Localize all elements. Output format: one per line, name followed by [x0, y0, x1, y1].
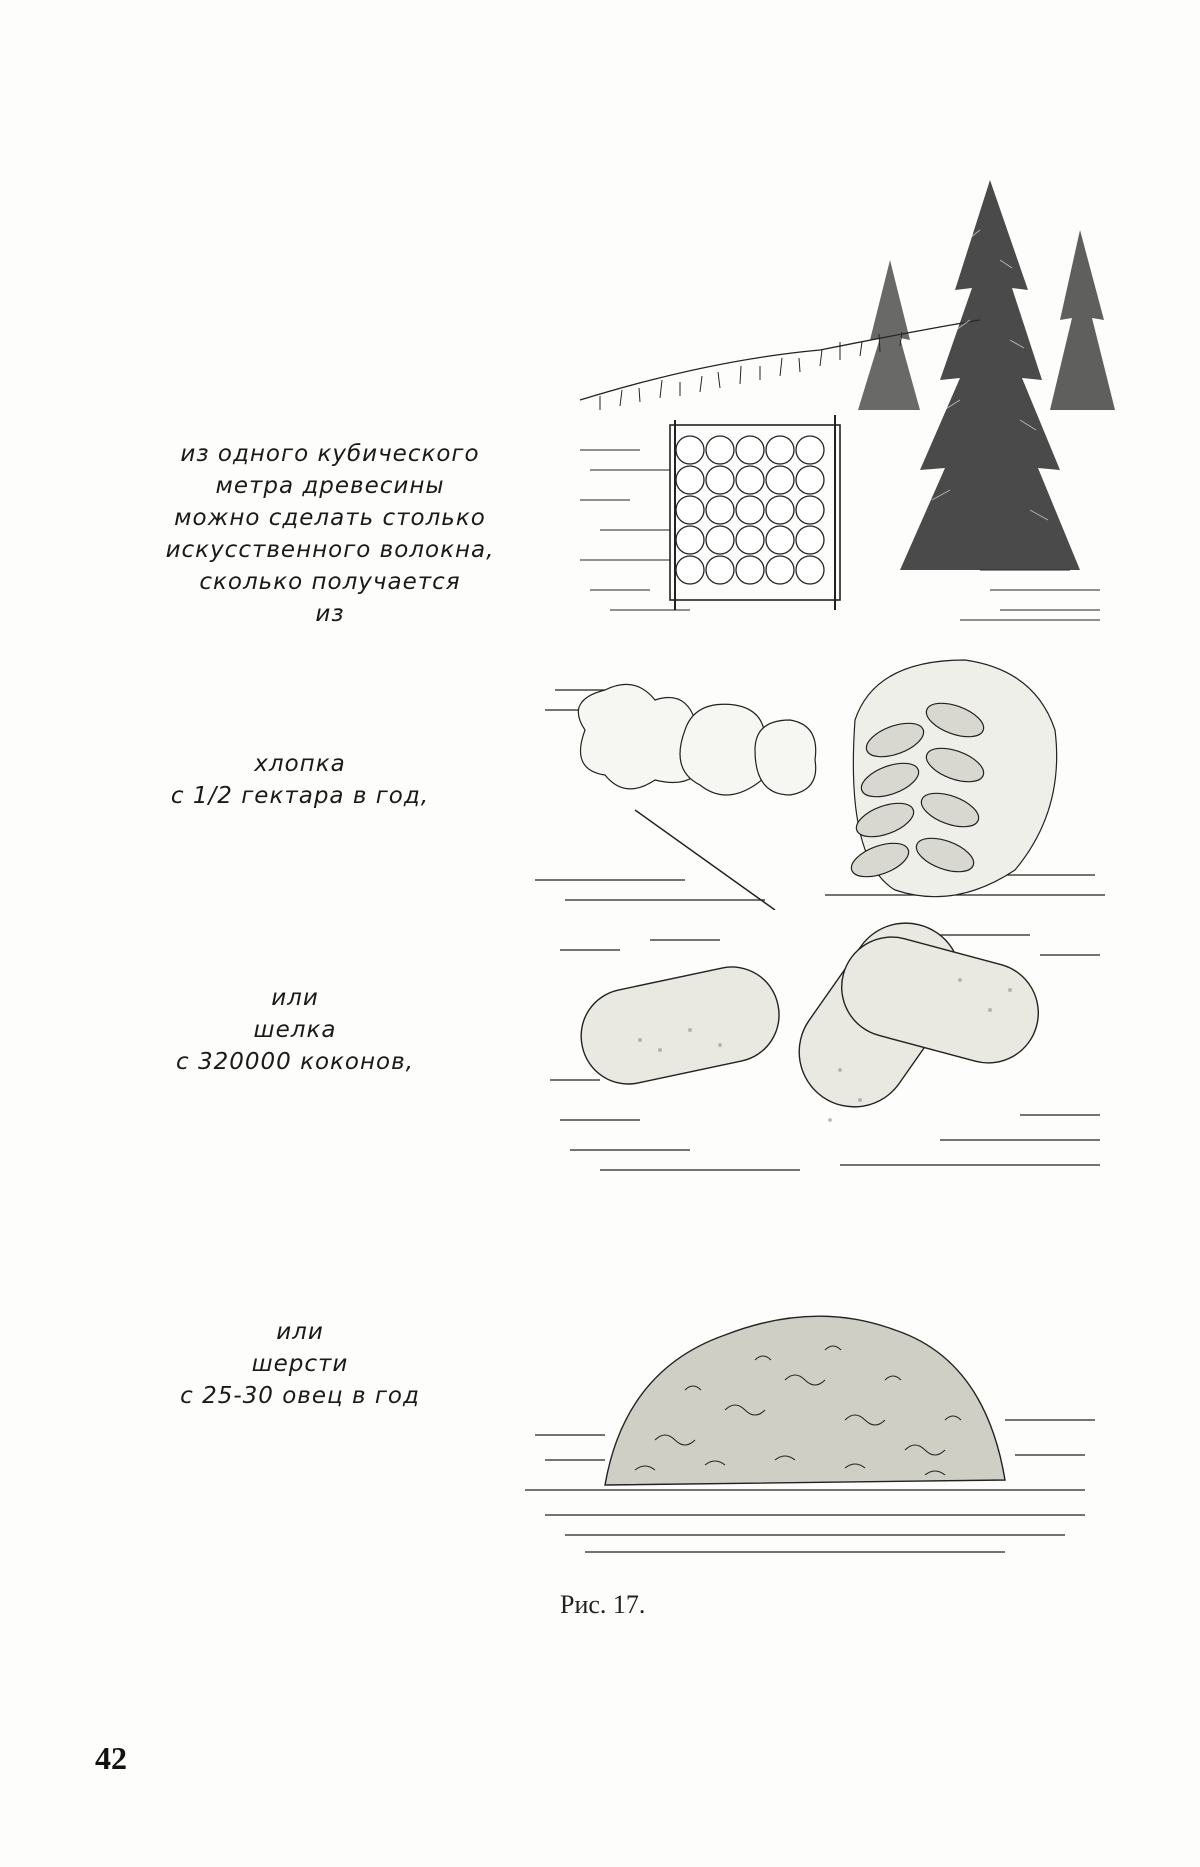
caption-wood	[130, 438, 530, 630]
caption-silk-line-1: или	[271, 985, 319, 1011]
page-number: 42	[95, 1740, 127, 1776]
caption-wool	[150, 1316, 450, 1412]
caption-cotton	[130, 748, 470, 812]
caption-silk	[140, 982, 450, 1078]
caption-cotton-line-2: с 1/2 гектара в год,	[170, 783, 430, 809]
figure-caption: Рис. 17.	[560, 1590, 646, 1619]
caption-silk-line-2: шелка	[253, 1017, 337, 1043]
caption-wood-line-6: из	[315, 601, 345, 627]
wool-pile-illustration	[525, 1290, 1115, 1560]
cotton-illustration	[525, 650, 1115, 910]
forest-logs-illustration	[560, 170, 1120, 630]
caption-wood-line-2: метра древесины	[215, 473, 445, 499]
caption-wood-line-4: искусственного волокна,	[165, 537, 495, 563]
caption-wool-line-2: шерсти	[251, 1351, 349, 1377]
caption-wool-line-1: или	[276, 1319, 324, 1345]
caption-wood-line-1: из одного кубического	[180, 441, 480, 467]
caption-wood-line-3: можно сделать столько	[174, 505, 486, 531]
silk-cocoons-illustration	[540, 920, 1110, 1190]
caption-cotton-line-1: хлопка	[254, 751, 346, 777]
caption-wood-line-5: сколько получается	[199, 569, 461, 595]
caption-wool-line-3: с 25-30 овец в год	[180, 1383, 420, 1409]
caption-silk-line-3: с 320000 коконов,	[176, 1049, 414, 1075]
